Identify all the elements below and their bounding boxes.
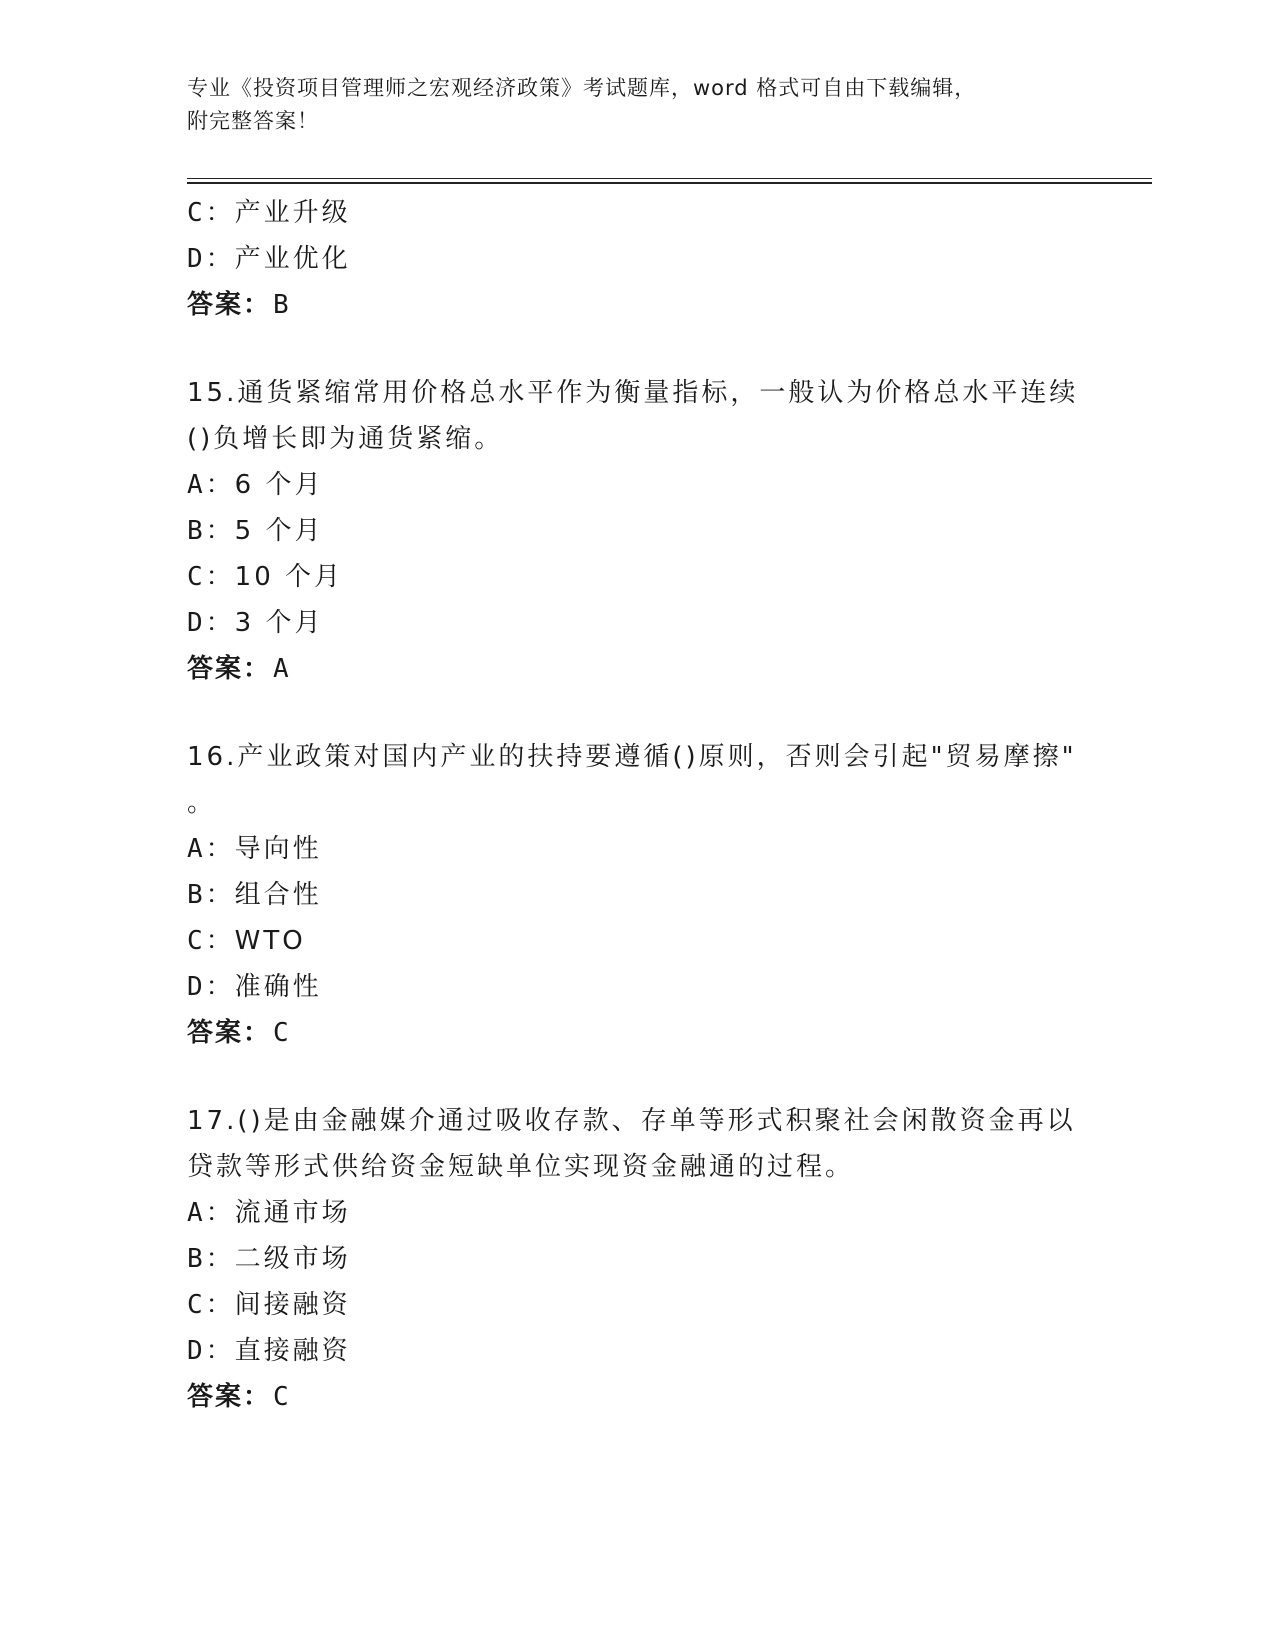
option-b (187, 508, 1087, 554)
question-stem-line-2: 。 (187, 788, 217, 818)
option-a (187, 1190, 1087, 1236)
option-text: WTO (234, 926, 306, 956)
question-15 (187, 370, 1087, 692)
answer-label: 答案： (187, 1382, 272, 1412)
option-text: 5 个月 (234, 516, 324, 546)
option-text: 3 个月 (234, 608, 324, 638)
option-prefix: C： (187, 198, 235, 228)
question-stem-line-2: 贷款等形式供给资金短缺单位实现资金融通的过程。 (187, 1152, 855, 1182)
option-a (187, 826, 1087, 872)
option-d (187, 600, 1087, 646)
option-text: 6 个月 (234, 470, 324, 500)
option-prefix: D： (187, 608, 235, 638)
option-prefix: D： (187, 244, 235, 274)
question-list (187, 190, 1087, 1420)
header-line-2: 附完整答案！ (187, 109, 319, 133)
option-prefix: A： (187, 470, 235, 500)
option-text: 二级市场 (234, 1244, 351, 1274)
option-c (187, 190, 1087, 236)
option-prefix: B： (187, 1244, 235, 1274)
option-text: 产业升级 (234, 198, 351, 228)
option-text: 间接融资 (234, 1290, 351, 1320)
option-prefix: D： (187, 972, 235, 1002)
option-a (187, 462, 1087, 508)
option-text: 准确性 (234, 972, 322, 1002)
option-prefix: B： (187, 516, 235, 546)
option-text: 导向性 (234, 834, 322, 864)
answer-value: C (273, 1382, 291, 1412)
previous-question-tail (187, 190, 1087, 328)
answer-value: C (273, 1018, 291, 1048)
option-d (187, 964, 1087, 1010)
option-b (187, 872, 1087, 918)
header-divider-bottom (187, 182, 1152, 184)
question-stem-line-2: ()负增长即为通货紧缩。 (187, 424, 504, 454)
option-text: 流通市场 (234, 1198, 351, 1228)
option-prefix: A： (187, 1198, 235, 1228)
question-17 (187, 1098, 1087, 1420)
answer-line (187, 1010, 1087, 1056)
answer-line (187, 1374, 1087, 1420)
option-text: 10 个月 (234, 562, 344, 592)
option-d (187, 1328, 1087, 1374)
document-header (187, 72, 1087, 138)
option-c (187, 918, 1087, 964)
answer-label: 答案： (187, 290, 272, 320)
option-d (187, 236, 1087, 282)
option-b (187, 1236, 1087, 1282)
answer-value: B (273, 290, 291, 320)
option-prefix: D： (187, 1336, 235, 1366)
option-prefix: C： (187, 926, 235, 956)
option-text: 组合性 (234, 880, 322, 910)
question-16 (187, 734, 1087, 1056)
question-stem-line-1: 17.()是由金融媒介通过吸收存款、存单等形式积聚社会闲散资金再以 (187, 1106, 1076, 1136)
option-prefix: C： (187, 1290, 235, 1320)
option-text: 产业优化 (234, 244, 351, 274)
header-line-1: 专业《投资项目管理师之宏观经济政策》考试题库，word 格式可自由下载编辑， (187, 76, 977, 100)
answer-label: 答案： (187, 1018, 272, 1048)
option-c (187, 554, 1087, 600)
option-text: 直接融资 (234, 1336, 351, 1366)
option-c (187, 1282, 1087, 1328)
answer-label: 答案： (187, 654, 272, 684)
question-stem-line-1: 15.通货紧缩常用价格总水平作为衡量指标，一般认为价格总水平连续 (187, 378, 1079, 408)
answer-line (187, 646, 1087, 692)
answer-value: A (273, 654, 291, 684)
option-prefix: B： (187, 880, 235, 910)
option-prefix: C： (187, 562, 235, 592)
header-divider-top (187, 178, 1152, 179)
option-prefix: A： (187, 834, 235, 864)
question-stem-line-1: 16.产业政策对国内产业的扶持要遵循()原则，否则会引起"贸易摩擦" (187, 742, 1077, 772)
answer-line (187, 282, 1087, 328)
